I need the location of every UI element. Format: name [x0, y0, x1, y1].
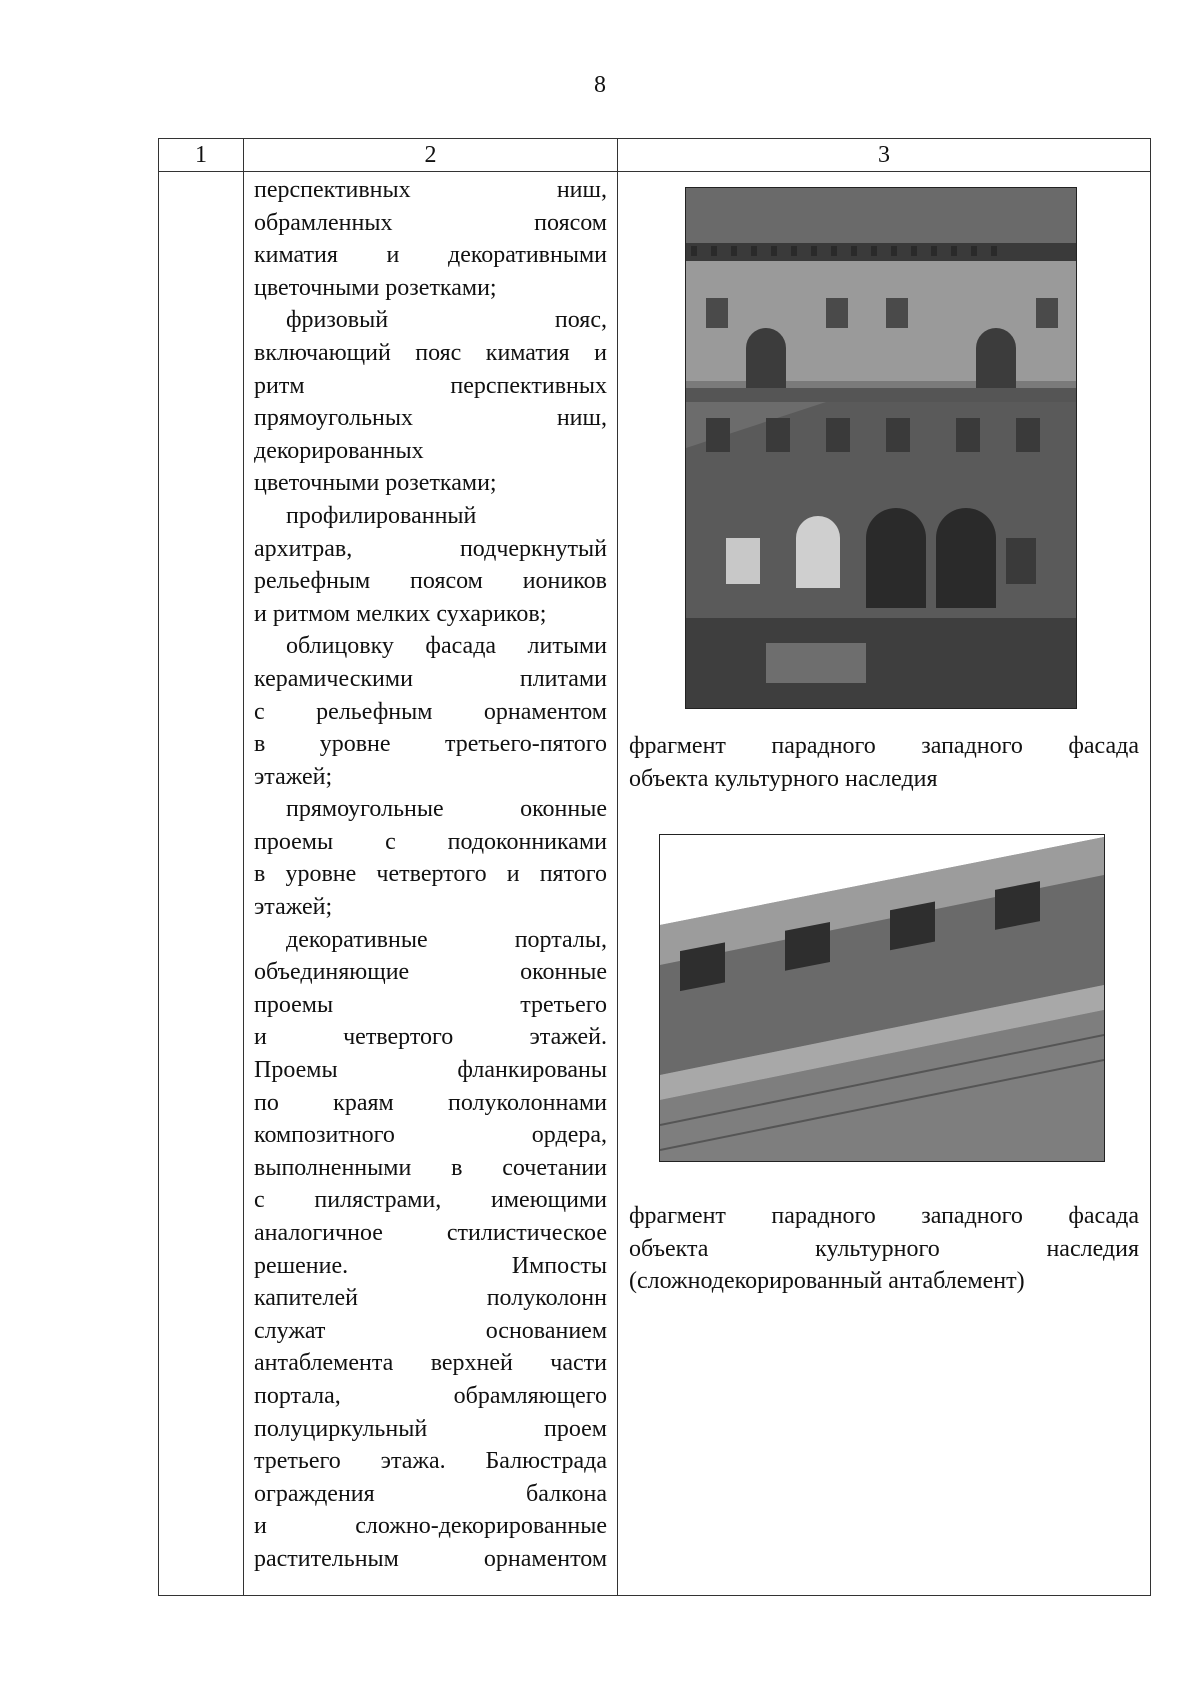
description-line: решение. Импосты [254, 1252, 607, 1279]
description-line: с пилястрами, имеющими [254, 1187, 607, 1214]
description-line: по краям полуколоннами [254, 1089, 607, 1116]
page-number: 8 [594, 72, 606, 98]
description-line: цветочными розетками; [254, 274, 497, 301]
description-line: и четвертого этажей. [254, 1024, 607, 1051]
empty-number-cell [159, 172, 244, 1596]
description-line: этажей; [254, 894, 333, 921]
description-line: ограждения балкона [254, 1480, 607, 1507]
description-line: портала, обрамляющего [254, 1382, 607, 1409]
description-line: проемы третьего [254, 991, 607, 1018]
description-line: цветочными розетками; [254, 470, 497, 497]
description-line: и сложно-декорированные [254, 1513, 607, 1540]
document-table [158, 138, 1151, 1596]
description-line: капителей полуколонн [254, 1285, 607, 1312]
caption-line: (сложнодекорированный антаблемент) [629, 1268, 1025, 1295]
description-line: керамическими плитами [254, 665, 607, 692]
description-line: растительным орнаментом [254, 1545, 607, 1572]
caption-line: фрагмент парадного западного фасада [629, 1203, 1139, 1229]
description-line: фризовый пояс, [286, 307, 607, 334]
description-line: выполненными в сочетании [254, 1154, 607, 1181]
facade-photo-caption [629, 730, 1139, 795]
images-cell [618, 172, 1151, 1596]
entablature-photo [659, 834, 1105, 1162]
description-line: прямоугольных ниш, [254, 405, 607, 432]
caption-line: объекта культурного наследия [629, 765, 938, 792]
table-row [159, 172, 1151, 1596]
description-line: Проемы фланкированы [254, 1057, 607, 1084]
table-header-row [159, 139, 1151, 172]
description-line: включающий пояс киматия и [254, 339, 607, 366]
description-line: антаблемента верхней части [254, 1350, 607, 1377]
description-line: профилированный [286, 502, 477, 529]
description-line: третьего этажа. Балюстрада [254, 1448, 607, 1475]
description-line: аналогичное стилистическое [254, 1220, 607, 1246]
header-cell-1: 1 [159, 139, 244, 172]
description-line: архитрав, подчеркнутый [254, 535, 607, 562]
caption-line: объекта культурного наследия [629, 1235, 1139, 1262]
description-line: декорированных [254, 437, 424, 464]
description-line: с рельефным орнаментом [254, 698, 607, 725]
description-line: проемы с подоконниками [254, 828, 607, 855]
facade-photo [685, 187, 1077, 709]
description-line: ритм перспективных [254, 372, 607, 399]
description-line: киматия и декоративными [254, 242, 607, 269]
header-cell-2: 2 [244, 139, 618, 172]
description-line: перспективных ниш, [254, 177, 607, 203]
entablature-photo-caption [629, 1200, 1139, 1298]
caption-line: фрагмент парадного западного фасада [629, 733, 1139, 759]
description-line: обрамленных поясом [254, 209, 607, 236]
description-line: и ритмом мелких сухариков; [254, 600, 547, 627]
description-line: служат основанием [254, 1317, 607, 1344]
description-line: в уровне четвертого и пятого [254, 861, 607, 888]
description-line: объединяющие оконные [254, 959, 607, 986]
description-line: композитного ордера, [254, 1122, 607, 1149]
description-line: в уровне третьего-пятого [254, 731, 607, 758]
description-line: прямоугольные оконные [286, 796, 607, 823]
description-line: рельефным поясом иоников [254, 568, 607, 595]
description-line: облицовку фасада литыми [286, 633, 607, 660]
description-cell [244, 172, 618, 1596]
description-line: декоративные порталы, [286, 926, 607, 953]
header-cell-3: 3 [618, 139, 1151, 172]
description-line: этажей; [254, 763, 333, 790]
description-line: полуциркульный проем [254, 1415, 607, 1442]
